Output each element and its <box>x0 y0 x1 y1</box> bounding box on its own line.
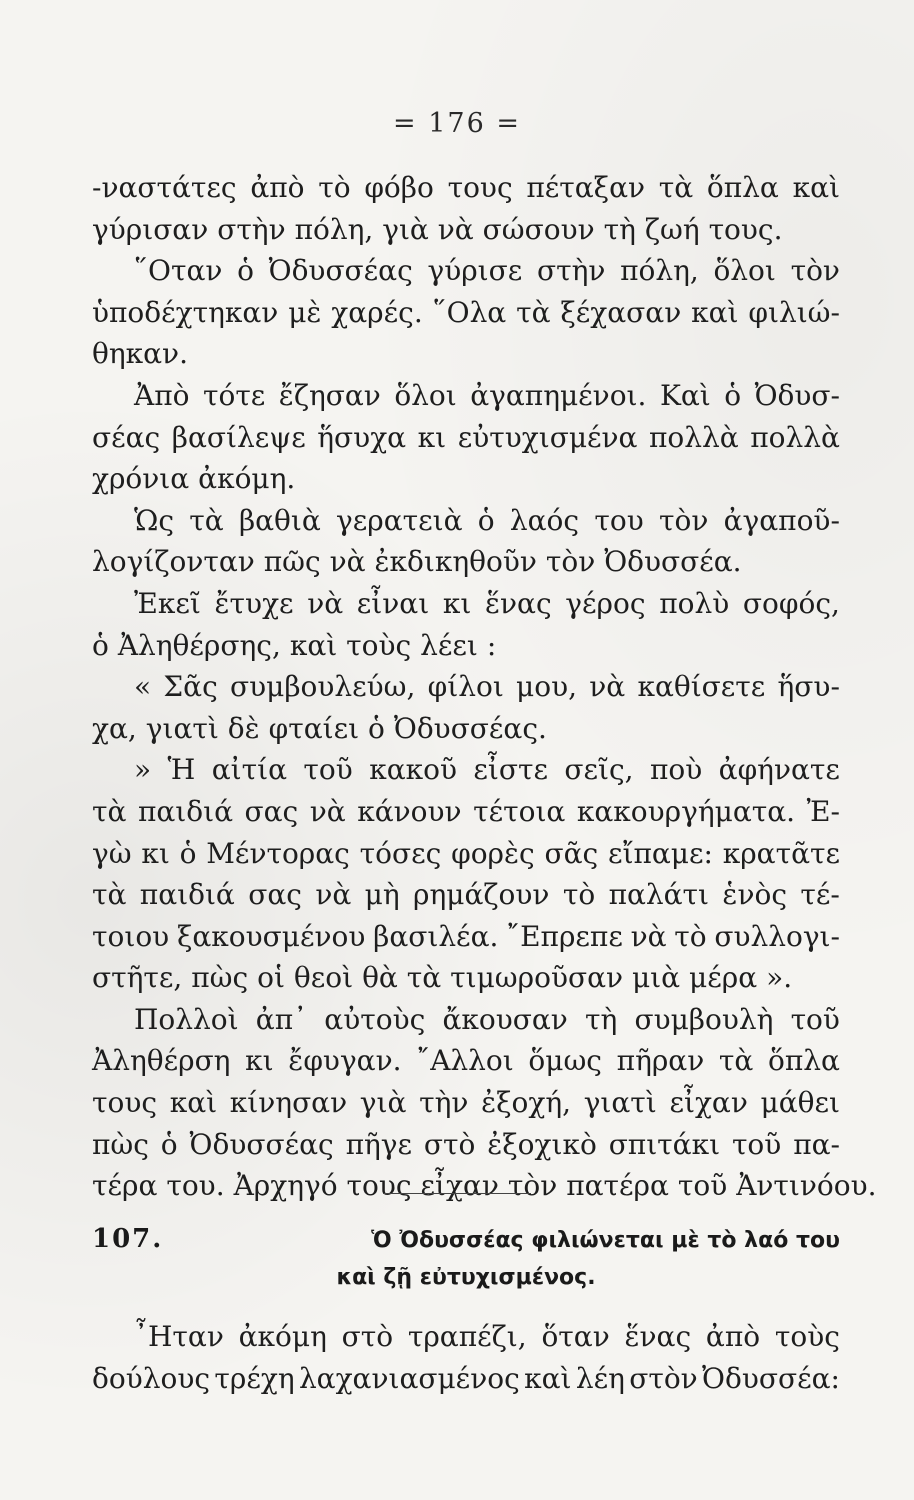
page-number: = 176 = <box>393 108 521 139</box>
section-heading-line-1 <box>92 1222 840 1258</box>
text-line: -ναστάτες ἀπὸ τὸ φόβο τους πέταξαν τὰ ὅπλα καὶ <box>92 171 840 204</box>
text-line: σέας βασίλεψε ἥσυχα κι εὐτυχισμένα πολλὰ πολλὰ <box>92 420 840 454</box>
section-divider <box>383 1193 531 1194</box>
text-line: ῞Οταν ὁ Ὀδυσσέας γύρισε στὴν πόλη, ὅλοι τὸν <box>134 254 840 288</box>
section-heading <box>92 1222 840 1298</box>
text-line: στῆτε, πὼς οἱ θεοὶ θὰ τὰ τιμωροῦσαν μιὰ μέρα ». <box>92 961 793 995</box>
text-line: τοιου ξακουσμένου βασιλέα. ῎Επρεπε νὰ τὸ συλλογι- <box>92 919 840 953</box>
next-section-text <box>92 1316 840 1399</box>
text-line: τέρα του. Ἀρχηγό τους εἶχαν τὸν πατέρα τοῦ Ἀντινόου. <box>92 1169 877 1203</box>
text-line: θηκαν. <box>92 337 188 371</box>
text-line: τὰ παιδιά σας νὰ μὴ ρημάζουν τὸ παλάτι ἑνὸς τέ- <box>92 878 840 912</box>
text-line: » Ἡ αἰτία τοῦ κακοῦ εἶστε σεῖς, ποὺ ἀφήνατε <box>134 753 840 787</box>
section-title-line-1: Ὁ Ὀδυσσέας φιλιώνεται μὲ τὸ λαό του <box>371 1228 840 1253</box>
text-line: τὰ παιδιά σας νὰ κάνουν τέτοια κακουργήματα. Ἐ- <box>92 794 840 828</box>
text-line: τους καὶ κίνησαν γιὰ τὴν ἐξοχή, γιατὶ εἶχαν μάθει <box>92 1086 840 1120</box>
text-line: ῏Ηταν ἀκόμη στὸ τραπέζι, ὅταν ἕνας ἀπὸ τοὺς <box>134 1320 840 1353</box>
text-line: ὑποδέχτηκαν μὲ χαρές. ῞Ολα τὰ ξέχασαν καὶ φιλιώ- <box>92 295 840 329</box>
text-line: γὼ κι ὁ Μέντορας τόσες φορὲς σᾶς εἴπαμε: κρατᾶτε <box>92 836 840 870</box>
text-line: Ἀπὸ τότε ἔζησαν ὅλοι ἀγαπημένοι. Καὶ ὁ Ὀδυσ- <box>134 378 840 412</box>
text-line: χα, γιατὶ δὲ φταίει ὁ Ὀδυσσέας. <box>92 711 547 745</box>
text-line: Ὡς τὰ βαθιὰ γερατειὰ ὁ λαός του τὸν ἀγαποῦ- <box>134 503 840 537</box>
text-line: πὼς ὁ Ὀδυσσέας πῆγε στὸ ἐξοχικὸ σπιτάκι τοῦ πα- <box>92 1127 840 1161</box>
text-line: « Σᾶς συμβουλεύω, φίλοι μου, νὰ καθίσετε ἥσυ- <box>134 670 840 704</box>
text-line: γύρισαν στὴν πόλη, γιὰ νὰ σώσουν τὴ ζωή τους. <box>92 212 783 246</box>
text-line: χρόνια ἀκόμη. <box>92 462 296 496</box>
text-line: Πολλοὶ ἀπ᾽ αὐτοὺς ἄκουσαν τὴ συμβουλὴ τοῦ <box>134 1002 840 1036</box>
section-number: 107. <box>92 1224 164 1254</box>
text-line: δούλους τρέχη λαχανιασμένος καὶ λέη στὸν Ὀδυσσέα: <box>92 1361 840 1395</box>
text-line: ὁ Ἀληθέρσης, καὶ τοὺς λέει : <box>92 628 497 662</box>
text-line: Ἐκεῖ ἔτυχε νὰ εἶναι κι ἕνας γέρος πολὺ σοφός, <box>134 586 840 620</box>
body-text <box>92 167 877 1207</box>
section-title-line-2: καὶ ζῇ εὐτυχισμένος. <box>336 1265 596 1290</box>
text-line: Ἀληθέρση κι ἔφυγαν. ῎Αλλοι ὅμως πῆραν τὰ ὅπλα <box>92 1044 840 1078</box>
text-line: λογίζονταν πῶς νὰ ἐκδικηθοῦν τὸν Ὀδυσσέα. <box>92 545 742 579</box>
